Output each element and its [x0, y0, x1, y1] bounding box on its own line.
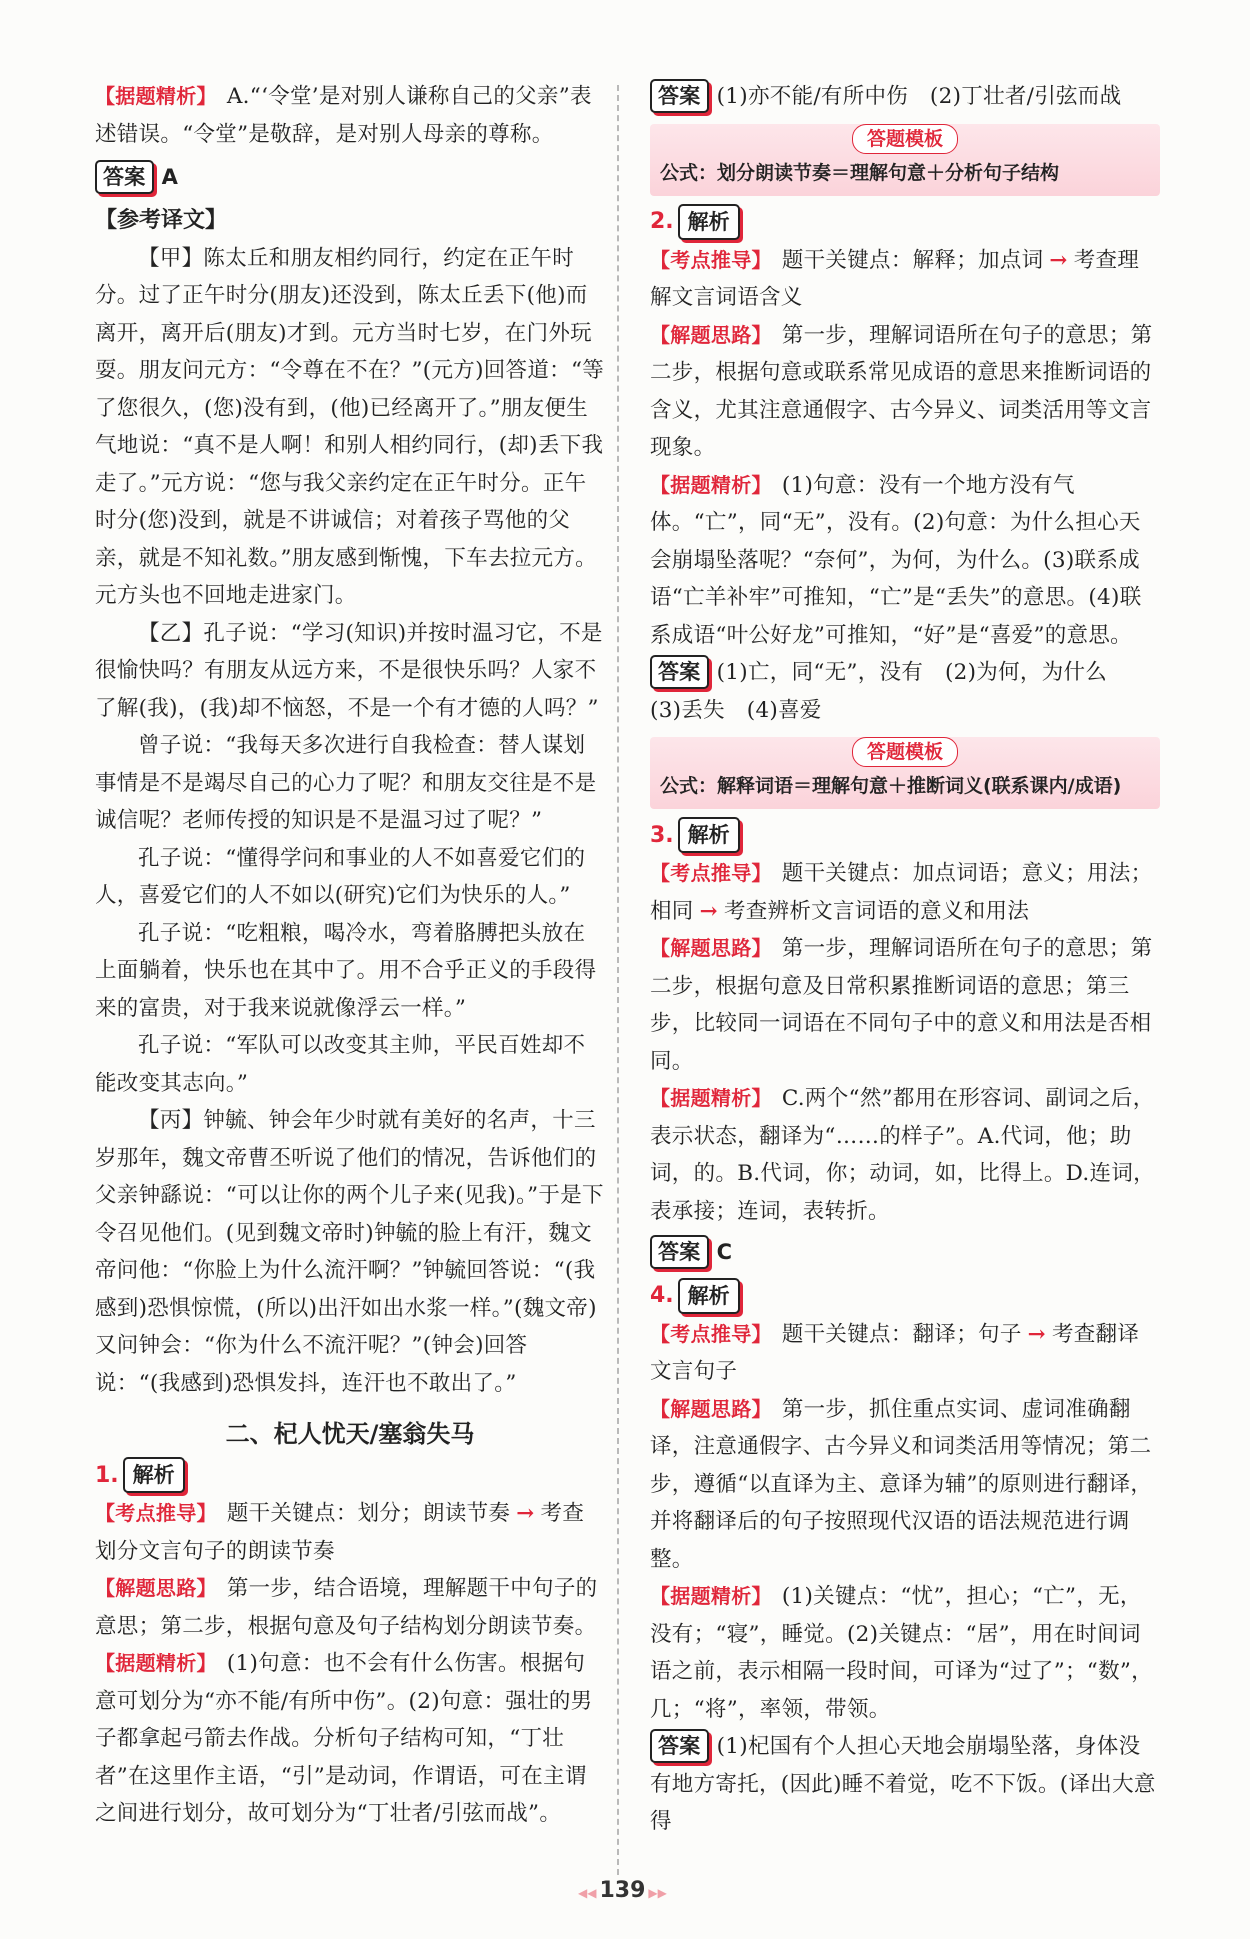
arrow-icon: →: [1027, 1321, 1046, 1347]
q2-answer-row: [650, 654, 1160, 729]
silu-text: 第一步，结合语境，理解题干中句子的意思；第二步，根据句意及句子结构划分朗读节奏。: [95, 1576, 598, 1639]
tag-label: 【考点推导】: [95, 1501, 217, 1525]
q2-silu: [650, 317, 1160, 467]
kaodian-target: 考查翻译文言句子: [650, 1321, 1140, 1384]
kaodian-keypoints: 题干关键点：翻译；句子: [781, 1321, 1022, 1347]
jingxi-text: (1)句意：也不会有什么伤害。根据句意可划分为“亦不能/有所中伤”。(2)句意：强壮的男子都拿起弓箭去作战。分析句子结构可知，“丁壮者”在这里作主语，“引”是动词，作谓语，可在主谓之间进行划分，故可划分为“丁壮者/引弦而战”。: [95, 1651, 593, 1826]
q3-silu: [650, 930, 1160, 1080]
tag-label: 【考点推导】: [650, 1321, 772, 1346]
tag-label: 【据题精析】: [650, 1086, 772, 1110]
jingxi-text: (1)句意：没有一个地方没有气体。“亡”，同“无”，没有。(2)句意：为什么担心天会崩塌坠落呢？“奈何”，为何，为什么。(3)联系成语“亡羊补牢”可推知，“亡”是“丢失”的意思。(4)联系成语“叶公好龙”可推知，“好”是“喜爱”的意思。: [650, 472, 1142, 648]
answer-label: 答案: [95, 160, 154, 194]
reference-translation-title: 【参考译文】: [95, 207, 228, 233]
kaodian-keypoints: 题干关键点：加点词语；意义；用法；相同: [650, 861, 1153, 924]
tag-label: 【据题精析】: [95, 84, 217, 108]
tag-label: 【据题精析】: [650, 472, 772, 497]
analysis-paragraph: [95, 78, 605, 153]
silu-text: 第一步，理解词语所在句子的意思；第二步，根据句意或联系常见成语的意思来推断词语的含义，尤其注意通假字、古今异义、词类活用等文言现象。: [650, 322, 1153, 460]
question-1-header: [95, 1457, 605, 1493]
template-formula: 公式：解释词语＝理解句意＋推断词义(联系课内/成语): [660, 775, 1122, 797]
q4-jingxi: [650, 1578, 1160, 1728]
template-title: 答题模板: [852, 124, 958, 154]
answer-value: A: [161, 165, 179, 189]
template-formula: 公式：划分朗读节奏＝理解句意＋分析句子结构: [660, 161, 1060, 184]
answer-row: [95, 159, 605, 197]
section-title: 二、杞人忧天/塞翁失马: [225, 1420, 475, 1448]
question-number: 3.: [650, 822, 674, 848]
question-number: 1.: [95, 1462, 119, 1488]
page-number: 139: [599, 1878, 646, 1903]
answer-template: [650, 124, 1160, 196]
page-footer: [575, 1878, 670, 1903]
q3-jingxi: [650, 1080, 1160, 1230]
arrow-icon: →: [516, 1501, 535, 1526]
answer-label: 答案: [650, 1235, 709, 1269]
answer-text: (1)亡，同“无”，没有 (2)为何，为什么 (3)丢失 (4)喜爱: [650, 660, 1129, 723]
q2-jingxi: [650, 467, 1160, 655]
translation-yi-1: 【乙】孔子说：“学习(知识)并按时温习它，不是很愉快吗？有朋友从远方来，不是很快乐吗？人家不了解(我)，(我)却不恼怒，不是一个有才德的人吗？”: [95, 620, 603, 721]
q4-kaodian: [650, 1316, 1160, 1391]
tag-label: 【考点推导】: [650, 861, 772, 885]
kaodian-target: 考查辨析文言词语的意义和用法: [723, 898, 1030, 924]
right-triangle-icon: ▶▶: [648, 1886, 667, 1900]
q4-answer-row: [650, 1728, 1160, 1841]
answer-value: C: [716, 1240, 733, 1264]
arrow-icon: →: [1049, 247, 1068, 273]
silu-text: 第一步，抓住重点实词、虚词准确翻译，注意通假字、古今异义和词类活用等情况；第二步，遵循“以直译为主、意译为辅”的原则进行翻译，并将翻译后的句子按照现代汉语的语法规范进行调整。: [650, 1396, 1153, 1572]
analysis-label: 解析: [678, 1278, 740, 1314]
right-column: [650, 78, 1160, 1841]
question-3-header: [650, 817, 1160, 853]
q4-silu: [650, 1391, 1160, 1579]
q3-answer-row: [650, 1234, 1160, 1272]
translation-yi-2: 曾子说：“我每天多次进行自我检查：替人谋划事情是不是竭尽自己的心力了呢？和朋友交往是不是诚信呢？老师传授的知识是不是温习过了呢？”: [95, 733, 597, 833]
q1-kaodian: [95, 1495, 605, 1570]
q2-kaodian: [650, 242, 1160, 317]
translation-yi-3: 孔子说：“懂得学问和事业的人不如喜爱它们的人，喜爱它们的人不如以(研究)它们为快乐的人。”: [95, 845, 586, 908]
translation-yi-5: 孔子说：“军队可以改变其主帅，平民百姓却不能改变其志向。”: [95, 1033, 586, 1096]
question-number: 2.: [650, 209, 674, 234]
column-divider: [617, 85, 619, 1875]
question-4-header: [650, 1278, 1160, 1314]
silu-text: 第一步，理解词语所在句子的意思；第二步，根据句意及日常积累推断词语的意思；第三步，比较同一词语在不同句子中的意义和用法是否相同。: [650, 936, 1153, 1074]
answer-text: (1)杞国有个人担心天地会崩塌坠落，身体没有地方寄托，(因此)睡不着觉，吃不下饭。(译出大意得: [650, 1734, 1156, 1834]
kaodian-keypoints: 题干关键点：解释；加点词: [781, 247, 1044, 273]
translation-yi-4: 孔子说：“吃粗粮，喝冷水，弯着胳膊把头放在上面躺着，快乐也在其中了。用不合乎正义的手段得来的富贵，对于我来说就像浮云一样。”: [95, 920, 597, 1021]
tag-label: 【考点推导】: [650, 247, 772, 272]
question-number: 4.: [650, 1283, 674, 1308]
tag-label: 【解题思路】: [650, 936, 772, 960]
template-title: 答题模板: [852, 737, 958, 767]
tag-label: 【解题思路】: [650, 1396, 772, 1421]
analysis-label: 解析: [123, 1457, 185, 1493]
q1-jingxi: [95, 1645, 605, 1833]
arrow-icon: →: [699, 898, 718, 924]
q1-silu: [95, 1570, 605, 1645]
answer-template: [650, 737, 1160, 809]
answer-text: (1)亦不能/有所中伤 (2)丁壮者/引弦而战: [716, 84, 1122, 109]
q3-kaodian: [650, 855, 1160, 930]
translation-bing: 【丙】钟毓、钟会年少时就有美好的名声，十三岁那年，魏文帝曹丕听说了他们的情况，告诉他们的父亲钟繇说：“可以让你的两个儿子来(见我)。”于是下令召见他们。(见到魏文帝时)钟毓的脸上有汗，魏文帝问他：“你脸上为什么流汗啊？”钟毓回答说：“(我感到)恐惧惊慌，(所以)出汗如出水浆一样。”(魏文帝)又问钟会：“你为什么不流汗呢？”(钟会)回答说：“(我感到)恐惧发抖，连汗也不敢出了。”: [95, 1108, 604, 1396]
kaodian-target: 考查理解文言词语含义: [650, 247, 1140, 310]
tag-label: 【据题精析】: [650, 1584, 772, 1608]
kaodian-target: 考查划分文言句子的朗读节奏: [95, 1501, 585, 1564]
answer-label: 答案: [650, 79, 709, 113]
answer-label: 答案: [650, 1729, 709, 1763]
left-column: [95, 78, 605, 1833]
left-triangle-icon: ◀◀: [578, 1886, 597, 1900]
analysis-label: 解析: [678, 817, 740, 853]
tag-label: 【解题思路】: [95, 1576, 217, 1600]
tag-label: 【据题精析】: [95, 1651, 217, 1675]
jingxi-text: (1)关键点：“忧”，担心；“亡”，无，没有；“寝”，睡觉。(2)关键点：“居”，用在时间词语之前，表示相隔一段时间，可译为“过了”；“数”，几；“将”，率领，带领。: [650, 1584, 1153, 1722]
translation-jia: 【甲】陈太丘和朋友相约同行，约定在正午时分。过了正午时分(朋友)还没到，陈太丘丢下(他)而离开，离开后(朋友)才到。元方当时七岁，在门外玩耍。朋友问元方：“令尊在不在？”(元方)回答道：“等了您很久，(您)没有到，(他)已经离开了。”朋友便生气地说：“真不是人啊！和别人相约同行，(却)丢下我走了。”元方说：“您与我父亲约定在正午时分。正午时分(您)没到，就是不讲诚信；对着孩子骂他的父亲，就是不知礼数。”朋友感到惭愧，下车去拉元方。元方头也不回地走进家门。: [95, 245, 605, 608]
analysis-label: 解析: [678, 204, 740, 240]
kaodian-keypoints: 题干关键点：划分；朗读节奏: [226, 1501, 511, 1526]
tag-label: 【解题思路】: [650, 322, 772, 347]
analysis-text: A.“‘令堂’是对别人谦称自己的父亲”表述错误。“令堂”是敬辞，是对别人母亲的尊称。: [95, 84, 592, 147]
q1-answer-row: [650, 78, 1160, 116]
jingxi-text: C.两个“然”都用在形容词、副词之后，表示状态，翻译为“……的样子”。A.代词，他；助词，的。B.代词，你；动词，如，比得上。D.连词，表承接；连词，表转折。: [650, 1086, 1155, 1224]
question-2-header: [650, 204, 1160, 240]
answer-label: 答案: [650, 655, 709, 689]
